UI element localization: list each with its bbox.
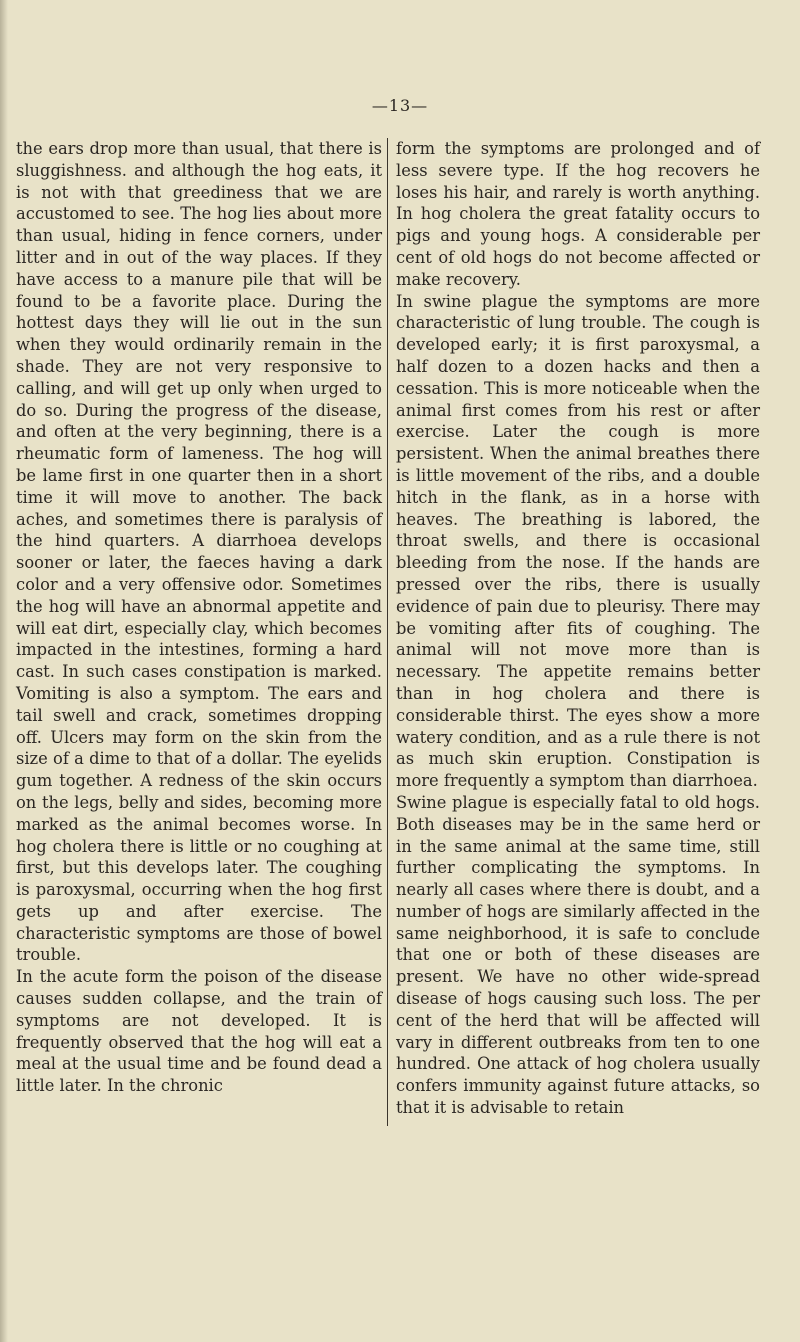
right-column (396, 138, 760, 1119)
column-divider (387, 138, 388, 1126)
left-paragraph-1: the ears drop more than usual, that there is sluggishness. and although the hog eats, it is not with that greediness that we are accustomed to see. The hog lies about more than usual, hiding in fence corners, under litter and in out of the way places. If they have access to a manure pile that will be found to be a favorite place. During the hottest days they will lie out in the sun when they would ordinarily remain in the shade. They are not very responsive to calling, and will get up only when urged to do so. During the progress of the disease, and often at the very beginning, there is a rheumatic form of lameness. The hog will be lame first in one quarter then in a short time it will move to another. The back aches, and sometimes there is paralysis of the hind quarters. A diarrhoea develops sooner or later, the faeces having a dark color and a very offensive odor. Sometimes the hog will have an abnormal appetite and will eat dirt, especially clay, which becomes impacted in the intestines, forming a hard cast. In such cases constipation is marked. Vomiting is also a symptom. The ears and tail swell and crack, sometimes dropping off. Ulcers may form on the skin from the size of a dime to that of a dollar. The eyelids gum together. A redness of the skin occurs on the legs, belly and sides, becoming more marked as the animal becomes worse. In hog cholera there is little or no coughing at first, but this develops later. The coughing is paroxysmal, occurring when the hog first gets up and after exercise. The characteristic symptoms are those of bowel trouble. (16, 139, 382, 965)
right-paragraph-2: In swine plague the symptoms are more characteristic of lung trouble. The cough is developed early; it is first paroxysmal, a half dozen to a dozen hacks and then a cessation. This is more noticeable when the animal first comes from his rest or after exercise. Later the cough is more persistent. When the animal breathes there is little movement of the ribs, and a double hitch in the flank, as in a horse with heaves. The breathing is labored, the throat swells, and there is occasional bleeding from the nose. If the hands are pressed over the ribs, there is usually evidence of pain due to pleurisy. There may be vomiting after fits of coughing. The animal will not move more than is necessary. The appetite remains better than in hog cholera and there is considerable thirst. The eyes show a more watery condition, and as a rule there is not as much skin eruption. Constipation is more frequently a symptom than diarrhoea. (396, 291, 760, 791)
page-binding-edge (0, 0, 8, 1342)
right-paragraph-1: form the symptoms are prolonged and of less severe type. If the hog recovers he loses his hair, and rarely is worth anything. In hog cholera the great fatality occurs to pigs and young hogs. A considerable per cent of old hogs do not become affected or make recovery. (396, 139, 760, 289)
left-column (16, 138, 382, 1097)
left-paragraph-2: In the acute form the poison of the disease causes sudden collapse, and the train of symptoms are not developed. It is frequently observed that the hog will eat a meal at the usual time and be found dead a little later. In the chronic (16, 967, 382, 1096)
page-number: —13— (371, 96, 429, 115)
right-paragraph-3: Swine plague is especially fatal to old hogs. Both diseases may be in the same herd or in the same animal at the same time, still further complicating the symptoms. In nearly all cases where there is doubt, and a number of hogs are similarly affected in the same neighborhood, it is safe to conclude that one or both of these diseases are present. We have no other wide-spread disease of hogs causing such loss. The per cent of the herd that will be affected will vary in different outbreaks from ten to one hundred. One attack of hog cholera usually confers immunity against future attacks, so that it is advisable to retain (396, 792, 760, 1118)
